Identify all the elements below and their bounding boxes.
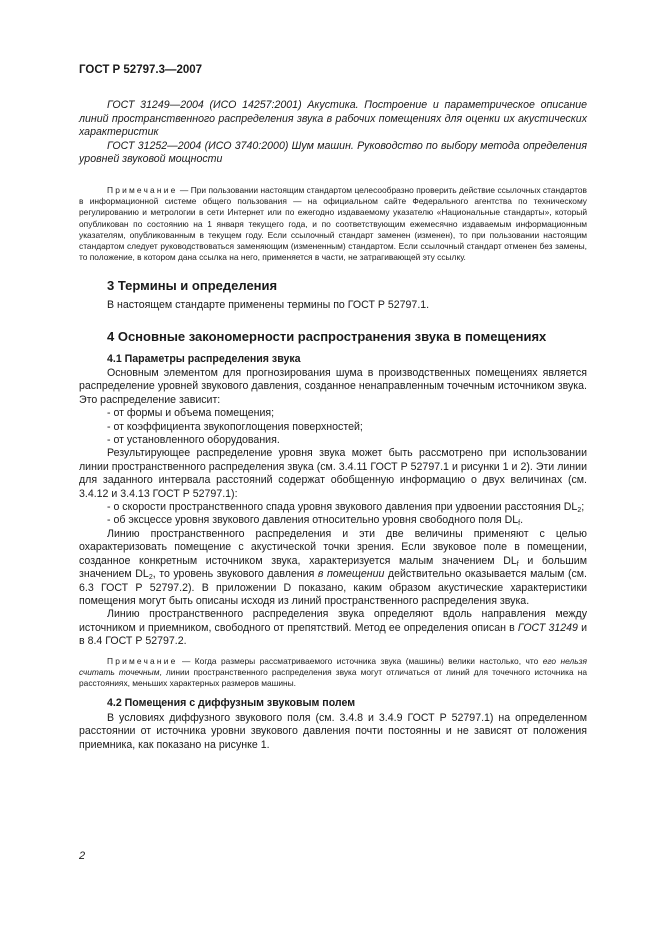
section-4-title: 4 Основные закономерности распространения звука в помещениях (107, 329, 547, 344)
list-item: - от формы и объема помещения; (107, 407, 275, 420)
paragraph-distribution: Основным элементом для прогнозирования шума в производственных помещениях является распределение уровней звукового давления, созданное ненаправленным точечным источником звука. Это распределение зависит: (79, 367, 587, 406)
section-4-1-title: 4.1 Параметры распределения звука (107, 353, 301, 365)
section-3-title: 3 Термины и определения (107, 278, 278, 293)
list-item: - от коэффициента звукопоглощения поверхностей; (107, 420, 363, 433)
normative-references (79, 99, 587, 167)
note-label: Примечание (107, 185, 178, 195)
note-label: Примечание (107, 656, 178, 666)
paragraph-method: Линию пространственного распределения звука определяют вдоль направления между источником и приемником, свободного от препятствий. Метод ее определения описан в ГОСТ 31249 и в 8.4 ГОСТ Р 52797.2. (79, 608, 588, 648)
section-4-1-body (79, 367, 587, 649)
paragraph-characterize: Линию пространственного распределения и эти две величины применяют с целью охарактеризовать помещение с акустической точки зрения. Если звуковое поле в помещении, созданное конкретным источником звука, характеризуется малым значением $DL_f$ и большим значением $DL_2$, то уровень звукового давления в помещении действительно оказывается малым (см. 6.3 ГОСТ Р 52797.2). В приложении D показано, каким образом акустические характеристики помещения могут быть описаны исходя из линий пространственного распределения звука. (79, 527, 587, 607)
note-text: — При пользовании настоящим стандартом целесообразно проверить действие ссылочных стандартов в информационной системе общего пользования — на официальном сайте Федерального агентства по техническому регулированию и метрологии в сети Интернет или по ежегодно издаваемому указателю «Национальные стандарты», который опубликован по состоянию на 1 января текущего года, и по соответствующим ежемесячно издаваемым информационным указателям, опубликованным в текущем году. Если ссылочный стандарт заменен (изменен), то при пользовании настоящим стандартом следует руководствоваться заменяющим (измененным) стандартом. Если ссылочный стандарт отменен без замены, то положение, в котором дана ссылка на него, применяется в части, не затрагивающей эту ссылку. (79, 185, 588, 263)
note-large-source: Примечание — Когда размеры рассматриваемого источника звука (машины) велики настолько, что его нельзя считать точечным, линии пространственного распределения звука могут отличаться от линий для точечного источника на расстояниях, меньших характерных размеров машины. (79, 656, 587, 689)
note-references (79, 185, 587, 263)
section-4-2-body (79, 712, 587, 752)
list-item: - об эксцессе уровня звукового давления относительно уровня свободного поля $DL_f$. (107, 514, 524, 528)
running-header: ГОСТ Р 52797.3—2007 (79, 64, 203, 76)
section-4-2-title: 4.2 Помещения с диффузным звуковым полем (107, 697, 356, 709)
reference-gost-31252: ГОСТ 31252—2004 (ИСО 3740:2000) Шум машин. Руководство по выбору метода определения уровней звуковой мощности (79, 139, 587, 166)
list-item: - о скорости пространственного спада уровня звукового давления при удвоении расстояния $DL_2$; (107, 501, 585, 515)
paragraph-result: Результирующее распределение уровня звука может быть рассмотрено при использовании линии пространственного распределения звука (см. 3.4.11 ГОСТ Р 52797.1 и рисунки 1 и 2). Эти линии для заданного интервала расстояний содержат обобщенную информацию о двух величинах (см. 3.4.12 и 3.4.13 ГОСТ Р 52797.1): (79, 447, 587, 500)
list-item: - от установленного оборудования. (107, 434, 280, 447)
page-number: 2 (79, 850, 86, 862)
section-3-body (79, 299, 587, 312)
paragraph-diffuse: В условиях диффузного звукового поля (см. 3.4.8 и 3.4.9 ГОСТ Р 52797.1) на определенном расстоянии от источника уровни звукового давления почти постоянны и не зависят от положения приемника, как показано на рисунке 1. (79, 712, 587, 751)
section-3-text: В настоящем стандарте применены термины по ГОСТ Р 52797.1. (107, 299, 430, 311)
reference-gost-31249: ГОСТ 31249—2004 (ИСО 14257:2001) Акустика. Построение и параметрическое описание линий пространственного распределения звука в рабочих помещениях для оценки их акустических характеристик (79, 99, 587, 139)
